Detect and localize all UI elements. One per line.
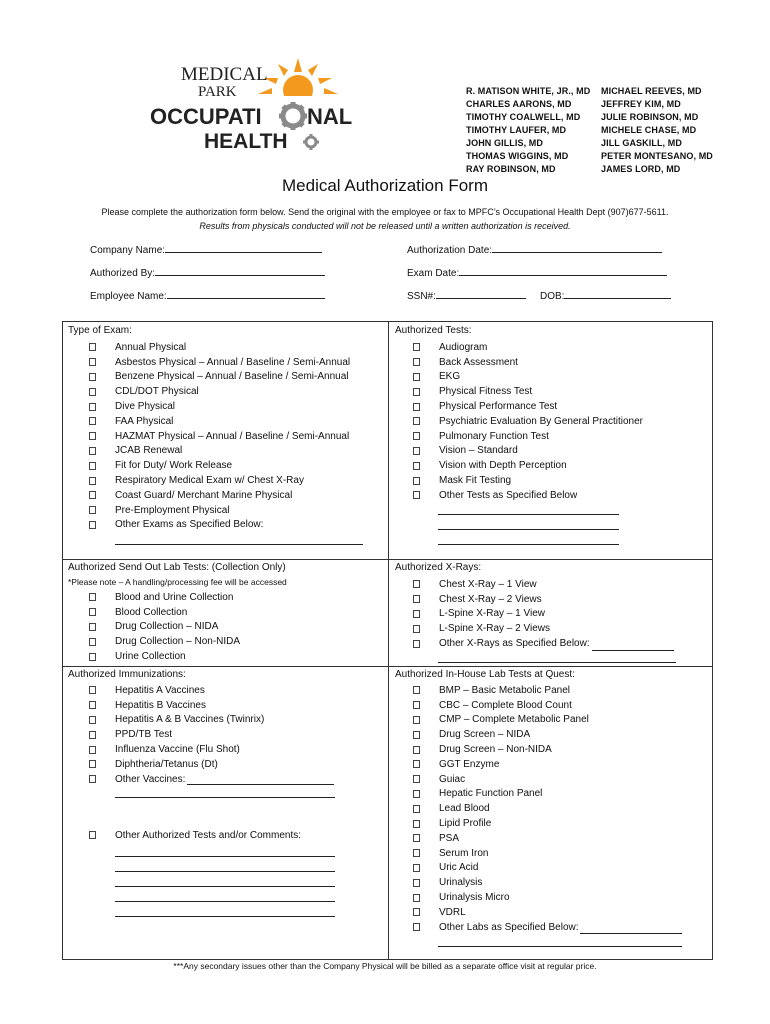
immunizations-heading: Authorized Immunizations: <box>68 669 186 680</box>
checkbox[interactable] <box>413 610 420 618</box>
company-name-field[interactable] <box>90 242 322 256</box>
inhouse-lab-option-label: Hepatic Function Panel <box>439 788 543 800</box>
checkbox[interactable] <box>413 701 420 709</box>
checkbox[interactable] <box>413 343 420 351</box>
checkbox[interactable] <box>413 625 420 633</box>
immunizations-list <box>89 683 264 787</box>
doctor-name: JOHN GILLIS, MD <box>466 138 544 148</box>
inhouse-lab-option-item[interactable] <box>413 727 589 742</box>
checkbox[interactable] <box>89 701 96 709</box>
xray-option-label: Chest X-Ray – 2 Views <box>439 593 542 605</box>
doctor-name: JULIE ROBINSON, MD <box>601 112 699 122</box>
immunization-option-item[interactable] <box>89 683 264 698</box>
exam-other-line[interactable] <box>115 544 363 545</box>
checkbox[interactable] <box>413 580 420 588</box>
immunization-option-item[interactable] <box>89 757 264 772</box>
checkbox[interactable] <box>89 653 96 661</box>
send-out-lab-list <box>89 590 240 664</box>
checkbox[interactable] <box>413 879 420 887</box>
checkbox[interactable] <box>413 775 420 783</box>
svg-text:OCCUPATI: OCCUPATI <box>150 104 262 129</box>
exam-option-item[interactable] <box>89 414 350 429</box>
inhouse-lab-option-item[interactable] <box>413 801 589 816</box>
checkbox[interactable] <box>89 462 96 470</box>
doctor-name: JAMES LORD, MD <box>601 164 681 174</box>
immunization-option-label: Diphtheria/Tetanus (Dt) <box>115 758 218 770</box>
vaccines-other-line[interactable] <box>115 797 335 798</box>
exam-option-label: Fit for Duty/ Work Release <box>115 460 233 472</box>
inhouse-lab-option-item[interactable] <box>413 861 589 876</box>
doctor-name: PETER MONTESANO, MD <box>601 151 713 161</box>
checkbox[interactable] <box>89 358 96 366</box>
authorized-tests-heading: Authorized Tests: <box>395 325 472 336</box>
inhouse-lab-option-label: Guiac <box>439 773 466 785</box>
type-of-exam-heading: Type of Exam: <box>68 325 132 336</box>
checkbox[interactable] <box>89 623 96 631</box>
checkbox[interactable] <box>413 640 420 648</box>
employee-name-field[interactable] <box>90 288 325 302</box>
inhouse-lab-option-label: Urinalysis Micro <box>439 892 510 904</box>
checkbox[interactable] <box>89 760 96 768</box>
inhouse-lab-option-item[interactable] <box>413 683 589 698</box>
labs-other-line[interactable] <box>438 946 682 947</box>
doctor-name: JEFFREY KIM, MD <box>601 99 681 109</box>
test-option-label: Other Tests as Specified Below <box>439 489 578 501</box>
exam-option-item[interactable] <box>89 384 350 399</box>
checkbox[interactable] <box>413 432 420 440</box>
xray-option-item[interactable] <box>413 621 590 636</box>
exam-option-item[interactable] <box>89 399 350 414</box>
send-out-lab-option-label: Blood Collection <box>115 606 188 618</box>
doctor-name: CHARLES AARONS, MD <box>466 99 572 109</box>
exam-option-label: FAA Physical <box>115 415 174 427</box>
checkbox[interactable] <box>413 849 420 857</box>
table-row-divider <box>62 666 389 667</box>
xray-option-item[interactable] <box>413 592 590 607</box>
inhouse-lab-option-item[interactable] <box>413 787 589 802</box>
comments-line[interactable] <box>115 916 335 917</box>
inhouse-lab-option-label: Lead Blood <box>439 803 490 815</box>
send-out-lab-option-item[interactable] <box>89 649 240 664</box>
doctor-name: TIMOTHY COALWELL, MD <box>466 112 581 122</box>
exam-option-item[interactable] <box>89 503 350 518</box>
authorized-tests-list <box>413 340 643 503</box>
inhouse-lab-option-label: Urinalysis <box>439 877 483 889</box>
checkbox[interactable] <box>89 686 96 694</box>
xray-option-item[interactable] <box>413 636 590 651</box>
authorized-by-field[interactable] <box>90 265 325 279</box>
xrays-other-line[interactable] <box>438 662 676 663</box>
inhouse-lab-option-label: Drug Screen – NIDA <box>439 729 531 741</box>
inhouse-lab-option-item[interactable] <box>413 920 589 935</box>
exam-option-item[interactable] <box>89 429 350 444</box>
type-of-exam-list <box>89 340 350 532</box>
checkbox[interactable] <box>413 595 420 603</box>
exam-option-label: Other Exams as Specified Below: <box>115 519 264 531</box>
test-option-item[interactable] <box>413 370 643 385</box>
other-authorized-tests <box>89 828 301 843</box>
checkbox[interactable] <box>89 638 96 646</box>
xrays-other-inline-line[interactable] <box>592 650 674 651</box>
exam-option-item[interactable] <box>89 518 350 533</box>
doctor-name: MICHAEL REEVES, MD <box>601 86 702 96</box>
inhouse-lab-option-item[interactable] <box>413 772 589 787</box>
checkbox[interactable] <box>413 477 420 485</box>
inhouse-lab-option-label: GGT Enzyme <box>439 758 500 770</box>
comments-line[interactable] <box>115 856 335 857</box>
checkbox[interactable] <box>413 491 420 499</box>
exam-option-label: Coast Guard/ Merchant Marine Physical <box>115 489 293 501</box>
checkbox[interactable] <box>413 686 420 694</box>
medical-park-logo <box>148 52 370 152</box>
dob-label: DOB: <box>540 291 565 302</box>
send-out-lab-option-label: Blood and Urine Collection <box>115 591 234 603</box>
checkbox[interactable] <box>413 805 420 813</box>
dob-field[interactable] <box>540 288 671 302</box>
doctor-name: RAY ROBINSON, MD <box>466 164 556 174</box>
test-option-label: Vision – Standard <box>439 445 518 457</box>
inhouse-lab-option-item[interactable] <box>413 698 589 713</box>
inhouse-lab-option-item[interactable] <box>413 846 589 861</box>
exam-option-label: Dive Physical <box>115 401 176 413</box>
exam-option-label: Respiratory Medical Exam w/ Chest X-Ray <box>115 475 304 487</box>
send-out-lab-option-item[interactable] <box>89 620 240 635</box>
comments-line[interactable] <box>115 886 335 887</box>
send-out-lab-option-item[interactable] <box>89 634 240 649</box>
test-option-item[interactable] <box>413 414 643 429</box>
test-option-label: Psychiatric Evaluation By General Practitioner <box>439 415 643 427</box>
checkbox[interactable] <box>89 403 96 411</box>
inhouse-lab-option-label: Serum Iron <box>439 847 489 859</box>
checkbox[interactable] <box>413 447 420 455</box>
svg-text:NAL: NAL <box>307 104 353 129</box>
immunization-option-item[interactable] <box>89 727 264 742</box>
test-option-item[interactable] <box>413 473 643 488</box>
checkbox[interactable] <box>413 358 420 366</box>
exam-option-label: Asbestos Physical – Annual / Baseline / Semi-Annual <box>115 356 351 368</box>
checkbox[interactable] <box>413 834 420 842</box>
send-out-lab-option-item[interactable] <box>89 590 240 605</box>
exam-option-item[interactable] <box>89 444 350 459</box>
exam-option-item[interactable] <box>89 458 350 473</box>
exam-option-label: Pre-Employment Physical <box>115 504 230 516</box>
test-option-label: Physical Performance Test <box>439 401 558 413</box>
ssn-label: SSN#: <box>407 291 436 302</box>
table-row-divider <box>388 666 713 667</box>
immunization-option-item[interactable] <box>89 742 264 757</box>
vaccines-other-inline-line[interactable] <box>187 784 334 785</box>
doctor-name: JILL GASKILL, MD <box>601 138 682 148</box>
send-out-lab-option-item[interactable] <box>89 605 240 620</box>
checkbox[interactable] <box>89 491 96 499</box>
exam-option-label: Annual Physical <box>115 341 187 353</box>
svg-text:MEDICAL: MEDICAL <box>181 64 268 85</box>
test-option-item[interactable] <box>413 355 643 370</box>
doctor-name: TIMOTHY LAUFER, MD <box>466 125 567 135</box>
test-option-label: Physical Fitness Test <box>439 386 533 398</box>
billing-footnote: ***Any secondary issues other than the Company Physical will be billed as a separate office visit at regular price. <box>173 961 597 971</box>
checkbox[interactable] <box>413 923 420 931</box>
doctors-column-2 <box>601 85 713 176</box>
inhouse-lab-heading: Authorized In-House Lab Tests at Quest: <box>395 669 575 680</box>
immunization-option-label: Other Vaccines: <box>115 773 186 785</box>
test-option-item[interactable] <box>413 458 643 473</box>
doctor-name: THOMAS WIGGINS, MD <box>466 151 569 161</box>
test-option-item[interactable] <box>413 384 643 399</box>
immunization-option-label: PPD/TB Test <box>115 729 173 741</box>
test-option-label: Mask Fit Testing <box>439 475 512 487</box>
test-option-label: Pulmonary Function Test <box>439 430 549 442</box>
send-out-lab-heading: Authorized Send Out Lab Tests: (Collection Only) <box>68 562 286 573</box>
exam-date-label: Exam Date: <box>407 268 460 279</box>
test-option-item[interactable] <box>413 340 643 355</box>
checkbox[interactable] <box>413 716 420 724</box>
inhouse-lab-option-label: Drug Screen – Non-NIDA <box>439 744 552 756</box>
svg-text:PARK: PARK <box>198 84 237 100</box>
checkbox[interactable] <box>89 731 96 739</box>
send-out-lab-note: *Please note – A handling/processing fee will be accessed <box>68 577 287 587</box>
other-authorized-tests-label: Other Authorized Tests and/or Comments: <box>115 829 302 841</box>
exam-option-label: JCAB Renewal <box>115 445 183 457</box>
test-option-label: Back Assessment <box>439 356 518 368</box>
immunization-option-item[interactable] <box>89 698 264 713</box>
immunization-option-label: Hepatitis A Vaccines <box>115 684 205 696</box>
checkbox[interactable] <box>89 432 96 440</box>
inhouse-lab-option-label: CBC – Complete Blood Count <box>439 699 572 711</box>
test-option-item[interactable] <box>413 488 643 503</box>
checkbox[interactable] <box>89 447 96 455</box>
tests-other-line[interactable] <box>438 544 619 545</box>
inhouse-lab-option-label: Uric Acid <box>439 862 479 874</box>
exam-option-item[interactable] <box>89 355 350 370</box>
inhouse-lab-option-label: VDRL <box>439 906 466 918</box>
xray-option-item[interactable] <box>413 577 590 592</box>
labs-other-inline-line[interactable] <box>580 933 682 934</box>
checkbox[interactable] <box>413 760 420 768</box>
inhouse-lab-option-item[interactable] <box>413 816 589 831</box>
inhouse-lab-option-item[interactable] <box>413 890 589 905</box>
inhouse-lab-option-label: BMP – Basic Metabolic Panel <box>439 684 570 696</box>
checkbox[interactable] <box>413 388 420 396</box>
xray-option-label: L-Spine X-Ray – 2 Views <box>439 623 550 635</box>
exam-option-item[interactable] <box>89 488 350 503</box>
xray-option-label: L-Spine X-Ray – 1 View <box>439 608 545 620</box>
doctor-name: R. MATISON WHITE, JR., MD <box>466 86 591 96</box>
checkbox[interactable] <box>413 908 420 916</box>
checkbox[interactable] <box>89 477 96 485</box>
table-column-divider <box>388 321 389 960</box>
inhouse-lab-option-item[interactable] <box>413 831 589 846</box>
checkbox[interactable] <box>89 775 96 783</box>
send-out-lab-option-label: Drug Collection – Non-NIDA <box>115 636 241 648</box>
checkbox[interactable] <box>413 731 420 739</box>
xray-option-label: Chest X-Ray – 1 View <box>439 578 537 590</box>
comments-line[interactable] <box>115 871 335 872</box>
doctor-name: MICHELE CHASE, MD <box>601 125 697 135</box>
checkbox[interactable] <box>413 373 420 381</box>
send-out-lab-option-label: Drug Collection – NIDA <box>115 621 219 633</box>
inhouse-lab-option-item[interactable] <box>413 875 589 890</box>
inhouse-lab-option-item[interactable] <box>413 713 589 728</box>
checkbox[interactable] <box>89 417 96 425</box>
immunization-option-label: Hepatitis A & B Vaccines (Twinrix) <box>115 714 265 726</box>
inhouse-lab-option-item[interactable] <box>413 757 589 772</box>
checkbox[interactable] <box>413 417 420 425</box>
checkbox[interactable] <box>89 608 96 616</box>
inhouse-lab-option-label: Other Labs as Specified Below: <box>439 921 579 933</box>
doctors-column-1 <box>466 85 590 176</box>
xrays-list <box>413 577 590 651</box>
test-option-label: Audiogram <box>439 341 488 353</box>
checkbox[interactable] <box>413 403 420 411</box>
immunization-option-label: Hepatitis B Vaccines <box>115 699 206 711</box>
exam-option-item[interactable] <box>89 370 350 385</box>
checkbox[interactable] <box>89 388 96 396</box>
exam-option-label: CDL/DOT Physical <box>115 386 199 398</box>
xray-option-item[interactable] <box>413 607 590 622</box>
inhouse-lab-option-label: PSA <box>439 832 460 844</box>
authorization-date-label: Authorization Date: <box>407 245 493 256</box>
checkbox[interactable] <box>413 864 420 872</box>
checkbox[interactable] <box>89 506 96 514</box>
test-option-label: EKG <box>439 371 461 383</box>
form-notice: Results from physicals conducted will not be released until a written authorization is received. <box>199 221 571 231</box>
authorized-by-label: Authorized By: <box>90 268 156 279</box>
test-option-item[interactable] <box>413 429 643 444</box>
table-row-divider <box>62 559 713 560</box>
checkbox[interactable] <box>89 343 96 351</box>
inhouse-lab-option-item[interactable] <box>413 742 589 757</box>
checkbox[interactable] <box>89 831 96 839</box>
exam-date-field[interactable] <box>407 265 667 279</box>
checkbox[interactable] <box>413 462 420 470</box>
ssn-field[interactable] <box>407 288 526 302</box>
checkbox[interactable] <box>89 746 96 754</box>
exam-option-item[interactable] <box>89 473 350 488</box>
authorization-date-field[interactable] <box>407 242 662 256</box>
company-name-label: Company Name: <box>90 245 166 256</box>
inhouse-lab-option-label: CMP – Complete Metabolic Panel <box>439 714 589 726</box>
send-out-lab-option-label: Urine Collection <box>115 651 186 663</box>
exam-option-item[interactable] <box>89 340 350 355</box>
checkbox[interactable] <box>89 716 96 724</box>
exam-option-label: Benzene Physical – Annual / Baseline / Semi-Annual <box>115 371 349 383</box>
form-instructions: Please complete the authorization form below. Send the original with the employee or fax to MPFC’s Occupational Health Dept (907)677-5611. <box>101 207 669 217</box>
inhouse-lab-list <box>413 683 589 935</box>
test-option-item[interactable] <box>413 444 643 459</box>
inhouse-lab-option-label: Lipid Profile <box>439 818 492 830</box>
tests-other-line[interactable] <box>438 529 619 530</box>
small-gear-icon <box>303 134 319 150</box>
form-title: Medical Authorization Form <box>282 176 488 195</box>
employee-name-label: Employee Name: <box>90 291 167 302</box>
checkbox[interactable] <box>89 373 96 381</box>
comments-line[interactable] <box>115 901 335 902</box>
checkbox[interactable] <box>413 790 420 798</box>
xray-option-label: Other X-Rays as Specified Below: <box>439 638 590 650</box>
xrays-heading: Authorized X-Rays: <box>395 562 482 573</box>
checkbox[interactable] <box>89 521 96 529</box>
exam-option-label: HAZMAT Physical – Annual / Baseline / Semi-Annual <box>115 430 350 442</box>
test-option-item[interactable] <box>413 399 643 414</box>
svg-text:HEALTH: HEALTH <box>204 130 288 152</box>
checkbox[interactable] <box>89 593 96 601</box>
inhouse-lab-option-item[interactable] <box>413 905 589 920</box>
immunization-option-item[interactable] <box>89 713 264 728</box>
tests-other-line[interactable] <box>438 514 619 515</box>
gear-icon <box>279 102 307 130</box>
test-option-label: Vision with Depth Perception <box>439 460 567 472</box>
checkbox[interactable] <box>413 746 420 754</box>
checkbox[interactable] <box>413 820 420 828</box>
checkbox[interactable] <box>413 894 420 902</box>
immunization-option-label: Influenza Vaccine (Flu Shot) <box>115 744 240 756</box>
